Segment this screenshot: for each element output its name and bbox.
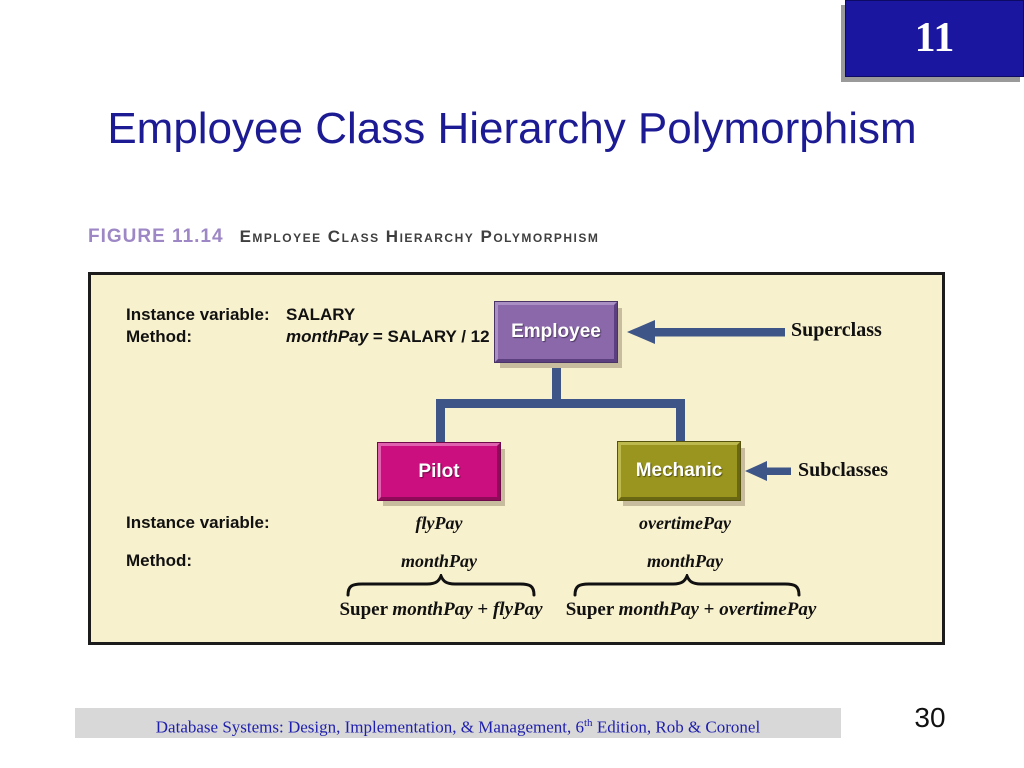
footer-citation <box>75 708 841 738</box>
figure-caption-label: FIGURE 11.14 <box>88 226 224 247</box>
mechanic-method: monthPay <box>646 551 723 571</box>
employee-class-box: Employee <box>495 302 617 362</box>
superclass-arrow-icon <box>625 317 787 347</box>
method-label-top: Method: <box>126 327 193 346</box>
page-number: 30 <box>914 702 946 733</box>
mechanic-formula <box>561 599 821 621</box>
method-value-rest: = SALARY / 12 <box>368 327 490 346</box>
pilot-formula-prefix: Super <box>339 599 393 620</box>
pilot-instance-variable: flyPay <box>415 513 463 533</box>
subclasses-arrow-icon <box>743 457 793 485</box>
pilot-brace-icon <box>346 574 536 598</box>
superclass-annotation: Superclass <box>791 319 882 341</box>
chapter-number-badge: 11 <box>845 0 1024 77</box>
instance-variable-label-top: Instance variable: <box>126 305 270 324</box>
connector-horizontal <box>436 399 685 408</box>
footer-text-after: Edition, Rob & Coronel <box>592 717 761 737</box>
mechanic-formula-prefix: Super <box>565 599 619 620</box>
method-value-code: monthPay <box>286 327 369 346</box>
mechanic-formula-term1: monthPay <box>618 599 699 620</box>
pilot-class-box: Pilot <box>378 443 500 500</box>
pilot-formula-term1: monthPay <box>392 599 473 620</box>
connector-to-pilot <box>436 399 445 445</box>
connector-to-mechanic <box>676 399 685 444</box>
mechanic-class-box: Mechanic <box>618 442 740 500</box>
mechanic-formula-plus: + <box>698 599 720 620</box>
figure-caption-text: Employee Class Hierarchy Polymorphism <box>239 227 600 246</box>
footer-sup: th <box>584 717 593 729</box>
slide-title: Employee Class Hierarchy Polymorphism <box>107 104 917 153</box>
figure-caption <box>88 226 599 248</box>
pilot-formula-plus: + <box>472 599 493 620</box>
mechanic-brace-icon <box>573 574 801 598</box>
mechanic-instance-variable: overtimePay <box>639 513 731 533</box>
connector-employee-stub <box>552 360 561 403</box>
pilot-formula-term2: flyPay <box>492 599 543 620</box>
method-value-top <box>286 327 490 347</box>
instance-variable-label-bottom: Instance variable: <box>126 513 270 532</box>
instance-variable-value-top: SALARY <box>286 305 356 324</box>
method-label-bottom: Method: <box>126 551 193 570</box>
subclasses-annotation: Subclasses <box>798 459 889 481</box>
mechanic-formula-term2: overtimePay <box>719 599 817 620</box>
pilot-method: monthPay <box>400 551 477 571</box>
footer-text-before: Database Systems: Design, Implementation, & Management, 6 <box>155 717 584 737</box>
pilot-formula <box>316 599 566 621</box>
figure-frame <box>88 272 945 645</box>
